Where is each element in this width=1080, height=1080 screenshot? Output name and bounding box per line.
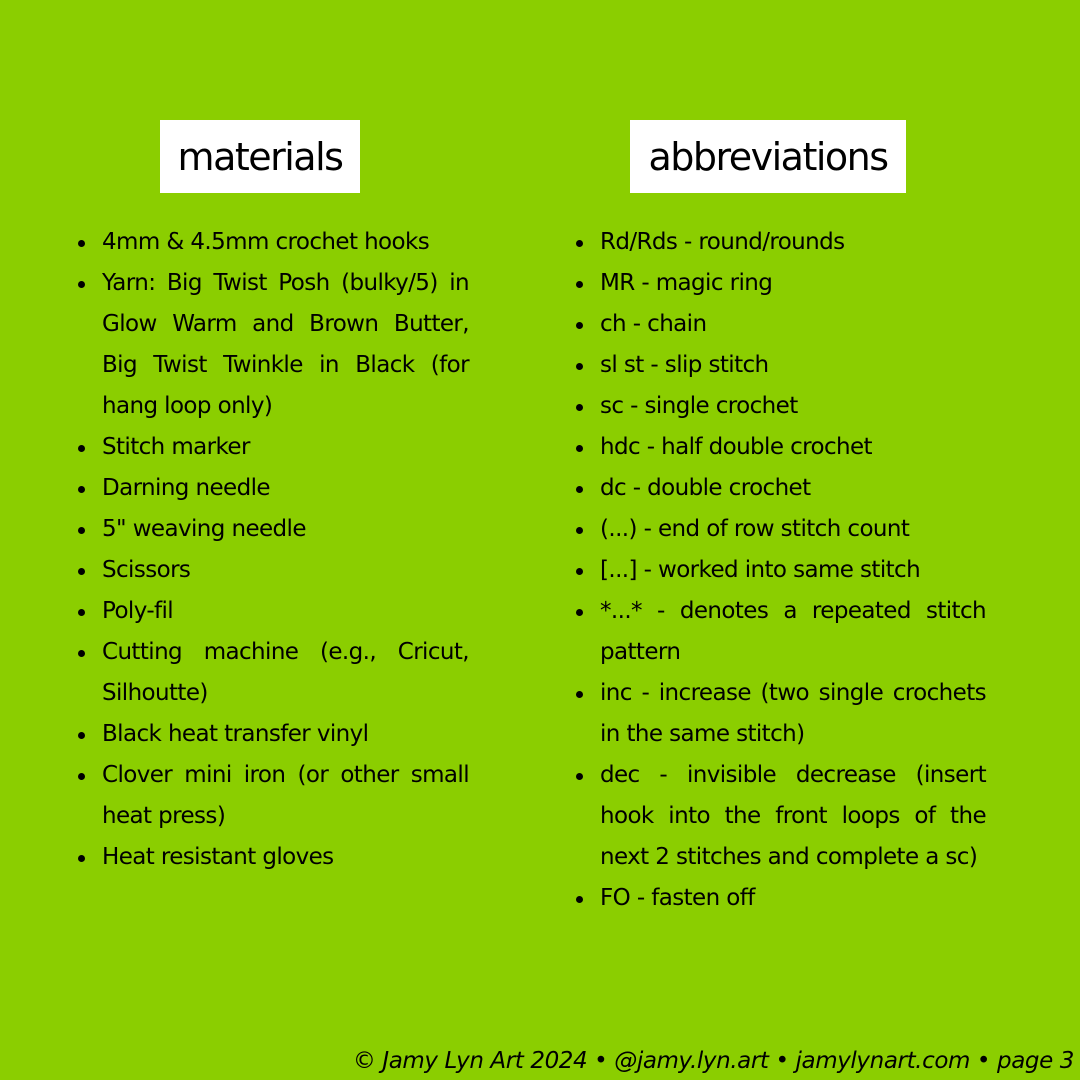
abbreviations-list-item: dc - double crochet [600,468,986,509]
copyright-footer: © Jamy Lyn Art 2024 • @jamy.lyn.art • jamylynart.com • page 3 [352,1048,1074,1074]
materials-list-item: 5" weaving needle [102,509,469,550]
materials-list-item: 4mm & 4.5mm crochet hooks [102,222,469,263]
materials-heading [160,120,360,193]
materials-list-item: Poly-fil [102,591,469,632]
materials-list-item: Stitch marker [102,427,469,468]
abbreviations-list-item: MR - magic ring [600,263,986,304]
materials-list-item: Black heat transfer vinyl [102,714,469,755]
materials-list-item: Darning needle [102,468,469,509]
abbreviations-heading-text: abbreviations [648,134,888,179]
materials-list-item: Cutting machine (e.g., Cricut, Silhoutte) [102,632,469,714]
abbreviations-list-item: inc - increase (two single crochets in the same stitch) [600,673,986,755]
abbreviations-list-item: dec - invisible decrease (insert hook into the front loops of the next 2 stitches and complete a sc) [600,755,986,878]
materials-list [102,222,469,878]
abbreviations-list-item: (...) - end of row stitch count [600,509,986,550]
abbreviations-list-item: ch - chain [600,304,986,345]
abbreviations-list-item: [...] - worked into same stitch [600,550,986,591]
abbreviations-list-item: *...* - denotes a repeated stitch pattern [600,591,986,673]
abbreviations-list-item: hdc - half double crochet [600,427,986,468]
materials-heading-text: materials [177,134,343,179]
abbreviations-list-item: Rd/Rds - round/rounds [600,222,986,263]
abbreviations-list-item: sl st - slip stitch [600,345,986,386]
materials-list-item: Clover mini iron (or other small heat press) [102,755,469,837]
abbreviations-list [600,222,986,919]
abbreviations-list-item: sc - single crochet [600,386,986,427]
materials-list-item: Heat resistant gloves [102,837,469,878]
materials-list-item: Yarn: Big Twist Posh (bulky/5) in Glow Warm and Brown Butter, Big Twist Twinkle in Black (for hang loop only) [102,263,469,427]
abbreviations-list-item: FO - fasten off [600,878,986,919]
materials-list-item: Scissors [102,550,469,591]
abbreviations-heading [630,120,906,193]
